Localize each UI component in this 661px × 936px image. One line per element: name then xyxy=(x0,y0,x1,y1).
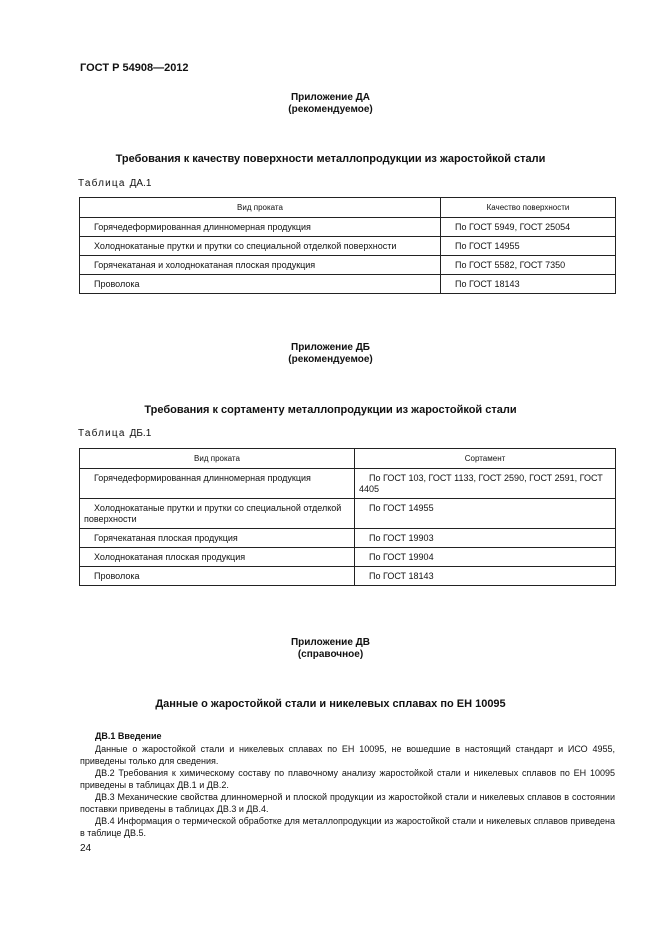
paragraph: ДВ.4 Информация о термической обработке для металлопродукции из жаростойкой стали и никелевых сплавов приведена в таблице ДВ.5. xyxy=(80,816,615,838)
table-row xyxy=(80,529,616,548)
table-cell: Горячекатаная плоская продукция xyxy=(80,529,355,548)
table-db1-label xyxy=(78,428,151,439)
table-cell: Холоднокатаная плоская продукция xyxy=(80,548,355,567)
appendix-da-heading: Требования к качеству поверхности металлопродукции из жаростойкой стали xyxy=(115,153,546,165)
table-cell: Горячекатаная и холоднокатаная плоская продукция xyxy=(80,256,441,275)
column-header: Вид проката xyxy=(80,198,441,218)
appendix-db-type: (рекомендуемое) xyxy=(288,354,373,365)
table-number: ДА.1 xyxy=(129,178,152,189)
table-da1 xyxy=(79,197,616,294)
table-row xyxy=(80,469,616,499)
table-cell: Горячедеформированная длинномерная продукция xyxy=(80,218,441,237)
appendix-dv-title: Приложение ДВ xyxy=(290,637,371,648)
appendix-db-heading: Требования к сортаменту металлопродукции из жаростойкой стали xyxy=(144,404,517,416)
document-header: ГОСТ Р 54908—2012 xyxy=(80,62,189,74)
table-cell: Горячедеформированная длинномерная продукция xyxy=(80,469,355,499)
table-row xyxy=(80,499,616,529)
column-header: Качество поверхности xyxy=(441,198,616,218)
table-row xyxy=(80,548,616,567)
appendix-dv-type: (справочное) xyxy=(297,649,364,660)
table-cell: По ГОСТ 14955 xyxy=(355,499,616,529)
table-db1 xyxy=(79,448,616,586)
appendix-da-type: (рекомендуемое) xyxy=(288,104,373,115)
table-label-word: Таблица xyxy=(78,428,126,439)
table-row xyxy=(80,237,616,256)
table-cell: По ГОСТ 19903 xyxy=(355,529,616,548)
table-cell: Проволока xyxy=(80,567,355,586)
appendix-dv-heading: Данные о жаростойкой стали и никелевых сплавах по ЕН 10095 xyxy=(155,698,506,710)
table-cell: Проволока xyxy=(80,275,441,294)
table-cell: По ГОСТ 14955 xyxy=(441,237,616,256)
paragraph: ДВ.2 Требования к химическому составу по плавочному анализу жаростойкой стали и никелевых сплавов по ЕН 10095 приведены в таблицах ДВ.1 и ДВ.2. xyxy=(80,768,615,790)
column-header: Сортамент xyxy=(355,449,616,469)
paragraph: ДВ.3 Механические свойства длинномерной и плоской продукции из жаростойкой стали и никелевых сплавов в состоянии поставки приведены в таблицах ДВ.3 и ДВ.4. xyxy=(80,792,615,814)
table-cell: По ГОСТ 5582, ГОСТ 7350 xyxy=(441,256,616,275)
appendix-da-title: Приложение ДА xyxy=(290,92,371,103)
table-cell: По ГОСТ 5949, ГОСТ 25054 xyxy=(441,218,616,237)
table-row xyxy=(80,256,616,275)
table-row xyxy=(80,567,616,586)
subsection-heading: ДВ.1 Введение xyxy=(95,731,162,741)
column-header: Вид проката xyxy=(80,449,355,469)
table-cell: По ГОСТ 18143 xyxy=(441,275,616,294)
table-cell: Холоднокатаные прутки и прутки со специальной отделкой поверхности xyxy=(80,499,355,529)
table-number: ДБ.1 xyxy=(129,428,152,439)
table-row xyxy=(80,275,616,294)
table-label-word: Таблица xyxy=(78,178,126,189)
table-cell: По ГОСТ 19904 xyxy=(355,548,616,567)
table-cell: Холоднокатаные прутки и прутки со специальной отделкой поверхности xyxy=(80,237,441,256)
page-number: 24 xyxy=(80,843,92,854)
table-row xyxy=(80,218,616,237)
table-cell: По ГОСТ 103, ГОСТ 1133, ГОСТ 2590, ГОСТ 2591, ГОСТ 4405 xyxy=(355,469,616,499)
table-cell: По ГОСТ 18143 xyxy=(355,567,616,586)
table-da1-label xyxy=(78,178,151,189)
appendix-db-title: Приложение ДБ xyxy=(291,342,370,353)
paragraph: Данные о жаростойкой стали и никелевых сплавах по ЕН 10095, не вошедшие в настоящий стандарт и ИСО 4955, приведены только для сведения. xyxy=(80,744,615,766)
